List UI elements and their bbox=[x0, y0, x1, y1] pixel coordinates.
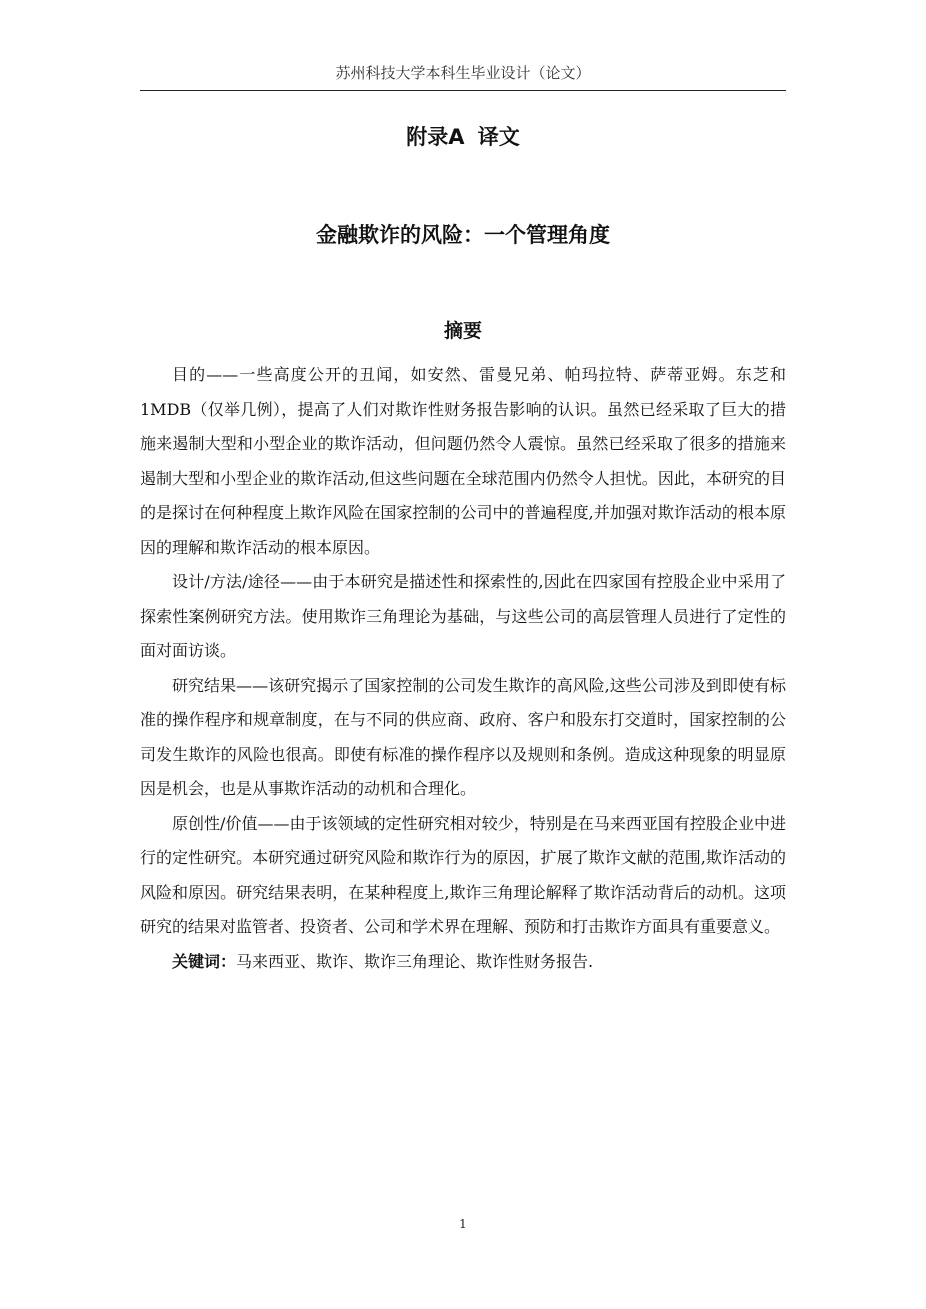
keywords-text: 马来西亚、欺诈、欺诈三角理论、欺诈性财务报告. bbox=[236, 951, 594, 971]
page-number: 1 bbox=[459, 1217, 467, 1231]
abstract-purpose-paragraph: 目的——一些高度公开的丑闻，如安然、雷曼兄弟、帕玛拉特、萨蒂亚姆。东芝和1MDB（仅举几例），提高了人们对欺诈性财务报告影响的认识。虽然已经采取了巨大的措施来遏制大型和小型企业的欺诈活动，但问题仍然令人震惊。虽然已经采取了很多的措施来遏制大型和小型企业的欺诈活动,但这些问题在全球范围内仍然令人担忧。因此，本研究的目的是探讨在何种程度上欺诈风险在国家控制的公司中的普遍程度,并加强对欺诈活动的根本原因的理解和欺诈活动的根本原因。 bbox=[140, 365, 786, 557]
keywords-line bbox=[140, 945, 786, 980]
abstract-originality-paragraph: 原创性/价值——由于该领域的定性研究相对较少，特别是在马来西亚国有控股企业中进行的定性研究。本研究通过研究风险和欺诈行为的原因，扩展了欺诈文献的范围,欺诈活动的风险和原因。研究结果表明，在某种程度上,欺诈三角理论解释了欺诈活动背后的动机。这项研究的结果对监管者、投资者、公司和学术界在理解、预防和打击欺诈方面具有重要意义。 bbox=[140, 813, 786, 936]
running-header: 苏州科技大学本科生毕业设计（论文） bbox=[335, 64, 591, 82]
keywords-label: 关键词： bbox=[172, 951, 237, 971]
abstract-heading: 摘要 bbox=[443, 320, 482, 342]
abstract-method-paragraph: 设计/方法/途径——由于本研究是描述性和探索性的,因此在四家国有控股企业中采用了探索性案例研究方法。使用欺诈三角理论为基础，与这些公司的高层管理人员进行了定性的面对面访谈。 bbox=[140, 572, 786, 660]
abstract-findings-paragraph: 研究结果——该研究揭示了国家控制的公司发生欺诈的高风险,这些公司涉及到即使有标准的操作程序和规章制度，在与不同的供应商、政府、客户和股东打交道时，国家控制的公司发生欺诈的风险也很高。即使有标准的操作程序以及规则和条例。造成这种现象的明显原因是机会，也是从事欺诈活动的动机和合理化。 bbox=[140, 675, 786, 798]
abstract-body bbox=[140, 358, 786, 979]
appendix-title: 附录A 译文 bbox=[406, 125, 520, 149]
header-divider bbox=[140, 90, 786, 91]
paper-title: 金融欺诈的风险：一个管理角度 bbox=[316, 223, 610, 247]
